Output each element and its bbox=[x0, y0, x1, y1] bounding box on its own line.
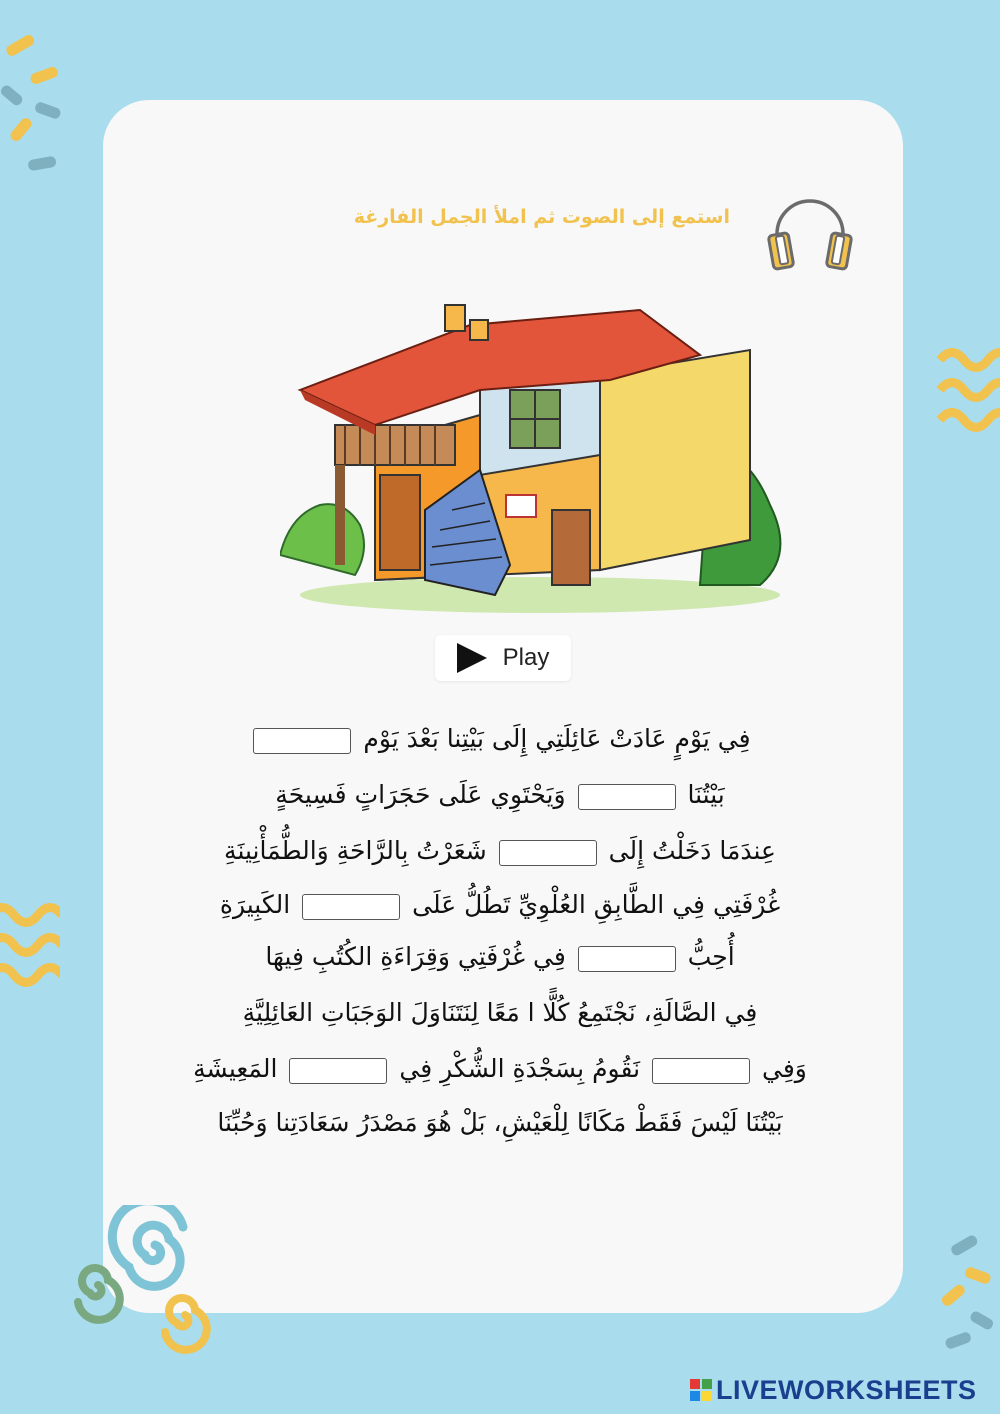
sentence-text: فِي الصَّالَةِ، نَجْتَمِعُ كُلًّا ا مَعًا لِنَتَنَاوَلَ الوَجَبَاتِ العَائِلِيَّةِ bbox=[242, 998, 758, 1027]
decoration-spirals bbox=[60, 1205, 230, 1365]
liveworksheets-brand-text: LIVEWORKSHEETS bbox=[716, 1374, 977, 1405]
play-icon bbox=[457, 643, 487, 673]
blank-input-1[interactable] bbox=[253, 728, 351, 754]
sentence-text: فِي غُرْفَتِي وَقِرَاءَةِ الكُتُبِ فِيهَا bbox=[265, 942, 566, 971]
instruction-text: استمع إلى الصوت ثم املأ الجمل الفارغة bbox=[353, 206, 730, 228]
decoration-top-left bbox=[0, 30, 90, 180]
blank-input-3[interactable] bbox=[499, 840, 597, 866]
liveworksheets-logo bbox=[690, 1374, 977, 1406]
sentence-text: وَيَحْتَوِي عَلَى حَجَرَاتٍ فَسِيحَةٍ bbox=[275, 780, 566, 809]
decoration-left-waves bbox=[0, 900, 60, 990]
decoration-bottom-right bbox=[930, 1230, 1000, 1360]
sentence-line-7 bbox=[150, 1054, 850, 1102]
sentence-text: المَعِيشَةِ bbox=[193, 1054, 278, 1083]
sentence-line-4 bbox=[150, 890, 850, 938]
sentence-text: أُحِبُّ bbox=[687, 942, 735, 971]
sentence-line-8 bbox=[150, 1108, 850, 1156]
blank-input-6[interactable] bbox=[652, 1058, 750, 1084]
sentence-text: عِندَمَا دَخَلْتُ إِلَى bbox=[608, 836, 776, 865]
blank-input-5[interactable] bbox=[578, 946, 676, 972]
sentence-text: وَفِي bbox=[761, 1054, 807, 1083]
blank-input-7[interactable] bbox=[289, 1058, 387, 1084]
sentence-text: بَيْتُنَا bbox=[687, 780, 725, 809]
sentence-text: فِي يَوْمٍ عَادَتْ عَائِلَتِي إِلَى بَيْتِنا بَعْدَ يَوْم bbox=[363, 724, 751, 753]
sentence-line-2 bbox=[150, 780, 850, 828]
sentence-line-6 bbox=[150, 998, 850, 1046]
sentence-text: بَيْتُنَا لَيْسَ فَقَطْ مَكَانًا لِلْعَيْشِ، بَلْ هُوَ مَصْدَرُ سَعَادَتِنا وَحُبِّنَا bbox=[217, 1108, 783, 1137]
sentence-text: الكَبِيرَةِ bbox=[219, 890, 291, 919]
liveworksheets-logo-mark bbox=[690, 1379, 712, 1401]
sentence-text: غُرْفَتِي فِي الطَّابِقِ العُلْوِيِّ تَطُلُّ عَلَى bbox=[412, 890, 781, 919]
sentence-line-5 bbox=[150, 942, 850, 990]
house-illustration bbox=[280, 295, 795, 620]
blank-input-4[interactable] bbox=[302, 894, 400, 920]
play-button-label: Play bbox=[502, 644, 550, 671]
blank-input-2[interactable] bbox=[578, 784, 676, 810]
sentence-text: شَعَرْتُ بِالرَّاحَةِ وَالطُّمَأْنِينَةِ bbox=[224, 836, 487, 865]
headphones-icon bbox=[765, 190, 855, 272]
decoration-right-waves bbox=[935, 340, 1000, 440]
sentence-line-3 bbox=[150, 836, 850, 884]
sentence-line-1 bbox=[150, 724, 850, 772]
sentence-text: نَقُومُ بِسَجْدَةِ الشُّكْرِ فِي bbox=[399, 1054, 641, 1083]
play-button[interactable] bbox=[435, 635, 571, 681]
